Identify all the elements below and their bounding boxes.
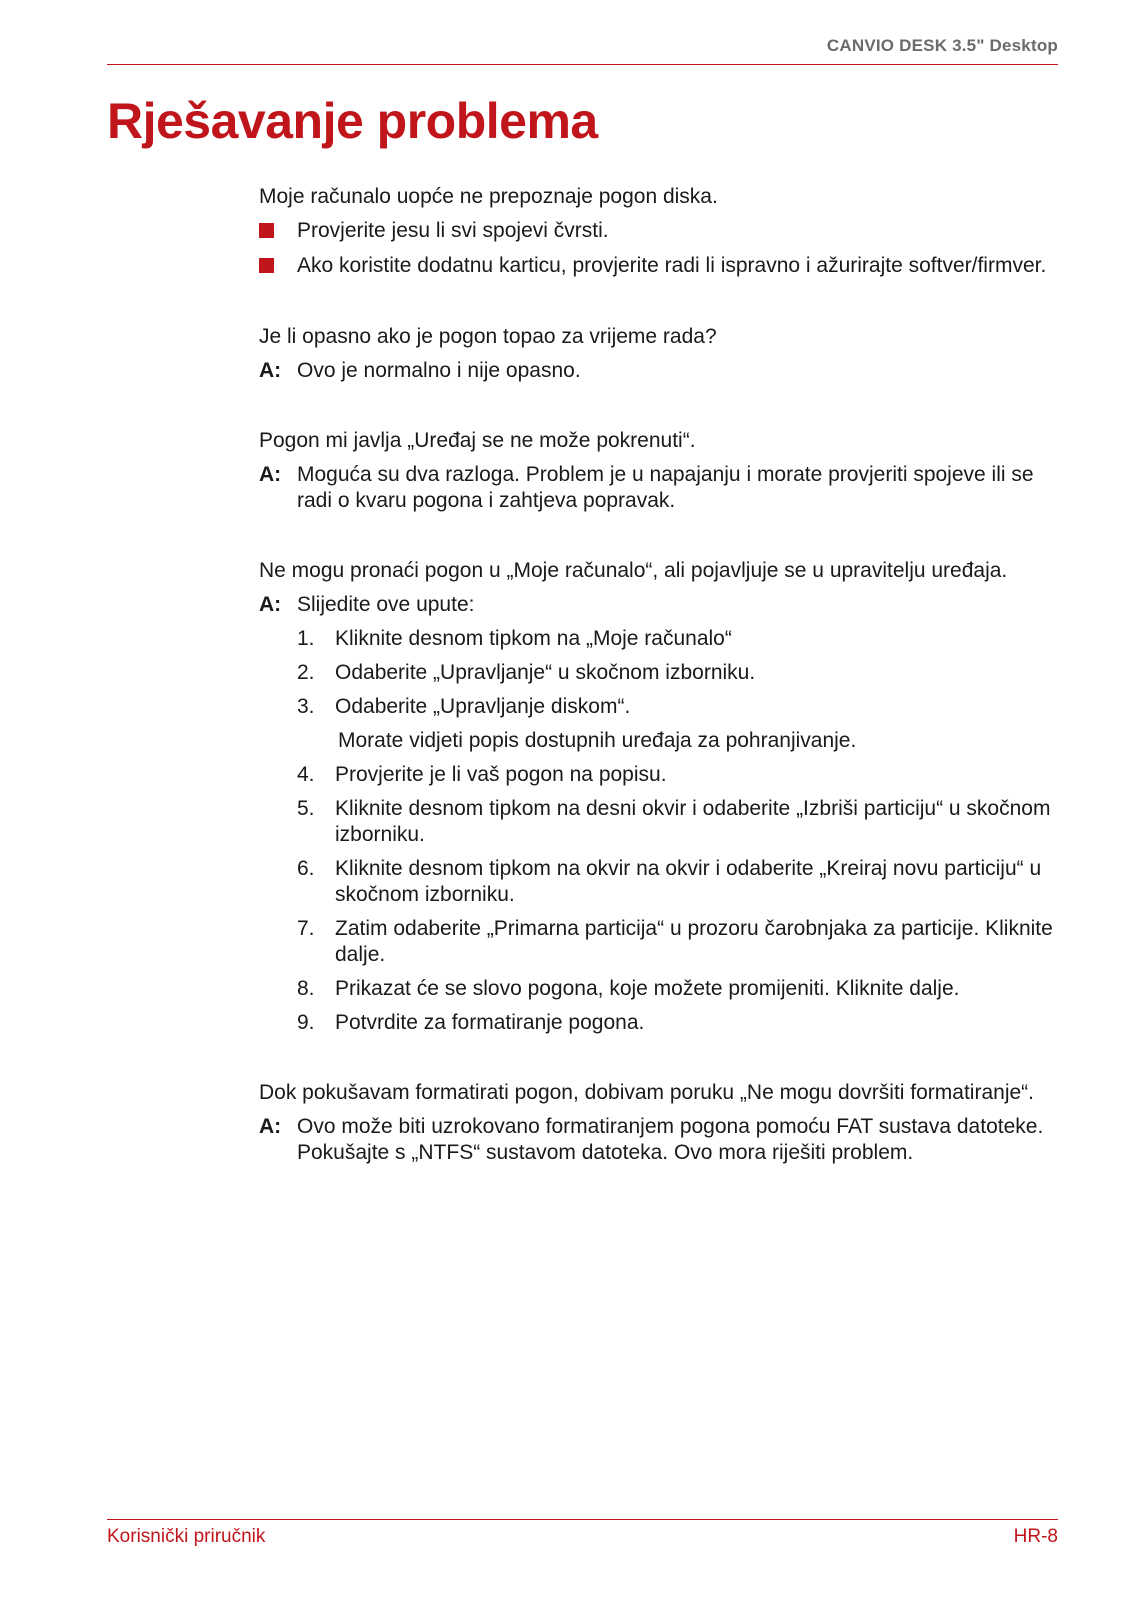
- faq-question: Moje računalo uopće ne prepoznaje pogon diska.: [259, 185, 718, 208]
- faq-answer: [259, 592, 1059, 618]
- step-number: 3.: [297, 695, 315, 718]
- step-number: 9.: [297, 1011, 315, 1034]
- page-title: Rješavanje problema: [107, 93, 598, 149]
- step-text: Kliknite desnom tipkom na okvir na okvir i odaberite „Kreiraj novu particiju“ u skočnom izborniku.: [335, 857, 1042, 906]
- square-bullet-icon: [259, 223, 274, 238]
- footer-rule: [107, 1519, 1058, 1520]
- answer-text: Ovo je normalno i nije opasno.: [297, 359, 581, 382]
- step-item: [297, 660, 1059, 686]
- step-number: 7.: [297, 917, 315, 940]
- step-number: 4.: [297, 763, 315, 786]
- step-text: Potvrdite za formatiranje pogona.: [335, 1011, 645, 1034]
- step-item: [297, 1010, 1059, 1036]
- header-rule: [107, 64, 1058, 65]
- faq-answer: [259, 358, 1059, 384]
- faq-answer: [259, 1114, 1059, 1166]
- faq-question: Dok pokušavam formatirati pogon, dobivam poruku „Ne mogu dovršiti formatiranje“.: [259, 1081, 1035, 1104]
- bullet-item: [259, 253, 1059, 280]
- step-text: Zatim odaberite „Primarna particija“ u prozoru čarobnjaka za particije. Kliknite dalje.: [335, 917, 1053, 966]
- answer-label: A:: [259, 593, 282, 616]
- page-number: HR-8: [1013, 1526, 1058, 1547]
- step-note: Morate vidjeti popis dostupnih uređaja za pohranjivanje.: [338, 729, 857, 752]
- step-item: [297, 626, 1059, 652]
- faq-section: [259, 558, 1059, 1036]
- step-item: [297, 796, 1059, 848]
- step-number: 5.: [297, 797, 315, 820]
- step-text: Kliknite desnom tipkom na desni okvir i odaberite „Izbriši particiju“ u skočnom izborniku.: [335, 797, 1051, 846]
- main-content: [259, 184, 1059, 1210]
- answer-text: Ovo može biti uzrokovano formatiranjem pogona pomoću FAT sustava datoteke.: [297, 1115, 1044, 1138]
- bullet-text: Ako koristite dodatnu karticu, provjerite radi li ispravno i ažurirajte softver/firmver.: [297, 254, 1047, 277]
- running-header: CANVIO DESK 3.5" Desktop: [826, 36, 1058, 55]
- step-text: Prikazat će se slovo pogona, koje možete promijeniti. Kliknite dalje.: [335, 977, 960, 1000]
- square-bullet-icon: [259, 258, 274, 273]
- faq-question: Ne mogu pronaći pogon u „Moje računalo“, ali pojavljuje se u upravitelju uređaja.: [259, 559, 1008, 582]
- step-item: [297, 762, 1059, 788]
- answer-label: A:: [259, 359, 282, 382]
- step-item: [297, 856, 1059, 908]
- answer-body: [297, 1114, 1043, 1166]
- footer-manual-name: Korisnički priručnik: [107, 1526, 266, 1547]
- steps-list: [297, 762, 1059, 1036]
- answer-label: A:: [259, 1115, 282, 1138]
- faq-answer: [259, 462, 1059, 514]
- faq-section: [259, 428, 1059, 514]
- steps-list: [297, 626, 1059, 720]
- answer-label: A:: [259, 463, 282, 486]
- answer-text: Slijedite ove upute:: [297, 593, 475, 616]
- step-item: [297, 976, 1059, 1002]
- bullet-text: Provjerite jesu li svi spojevi čvrsti.: [297, 219, 609, 242]
- step-text: Odaberite „Upravljanje“ u skočnom izborniku.: [335, 661, 756, 684]
- faq-section: [259, 184, 1059, 280]
- step-item: [297, 694, 1059, 720]
- faq-section: [259, 324, 1059, 384]
- answer-extra-text: Pokušajte s „NTFS“ sustavom datoteka. Ovo mora riješiti problem.: [297, 1141, 914, 1164]
- step-number: 1.: [297, 627, 315, 650]
- bullet-item: [259, 218, 1059, 245]
- faq-question: Pogon mi javlja „Uređaj se ne može pokrenuti“.: [259, 429, 696, 452]
- step-text: Provjerite je li vaš pogon na popisu.: [335, 763, 667, 786]
- step-text: Odaberite „Upravljanje diskom“.: [335, 695, 631, 718]
- step-item: [297, 916, 1059, 968]
- step-number: 8.: [297, 977, 315, 1000]
- faq-section: [259, 1080, 1059, 1166]
- step-number: 6.: [297, 857, 315, 880]
- answer-text: Moguća su dva razloga. Problem je u napajanju i morate provjeriti spojeve ili se radi o kvaru pogona i zahtjeva popravak.: [297, 463, 1034, 512]
- step-number: 2.: [297, 661, 315, 684]
- step-text: Kliknite desnom tipkom na „Moje računalo“: [335, 627, 732, 650]
- faq-question: Je li opasno ako je pogon topao za vrijeme rada?: [259, 325, 717, 348]
